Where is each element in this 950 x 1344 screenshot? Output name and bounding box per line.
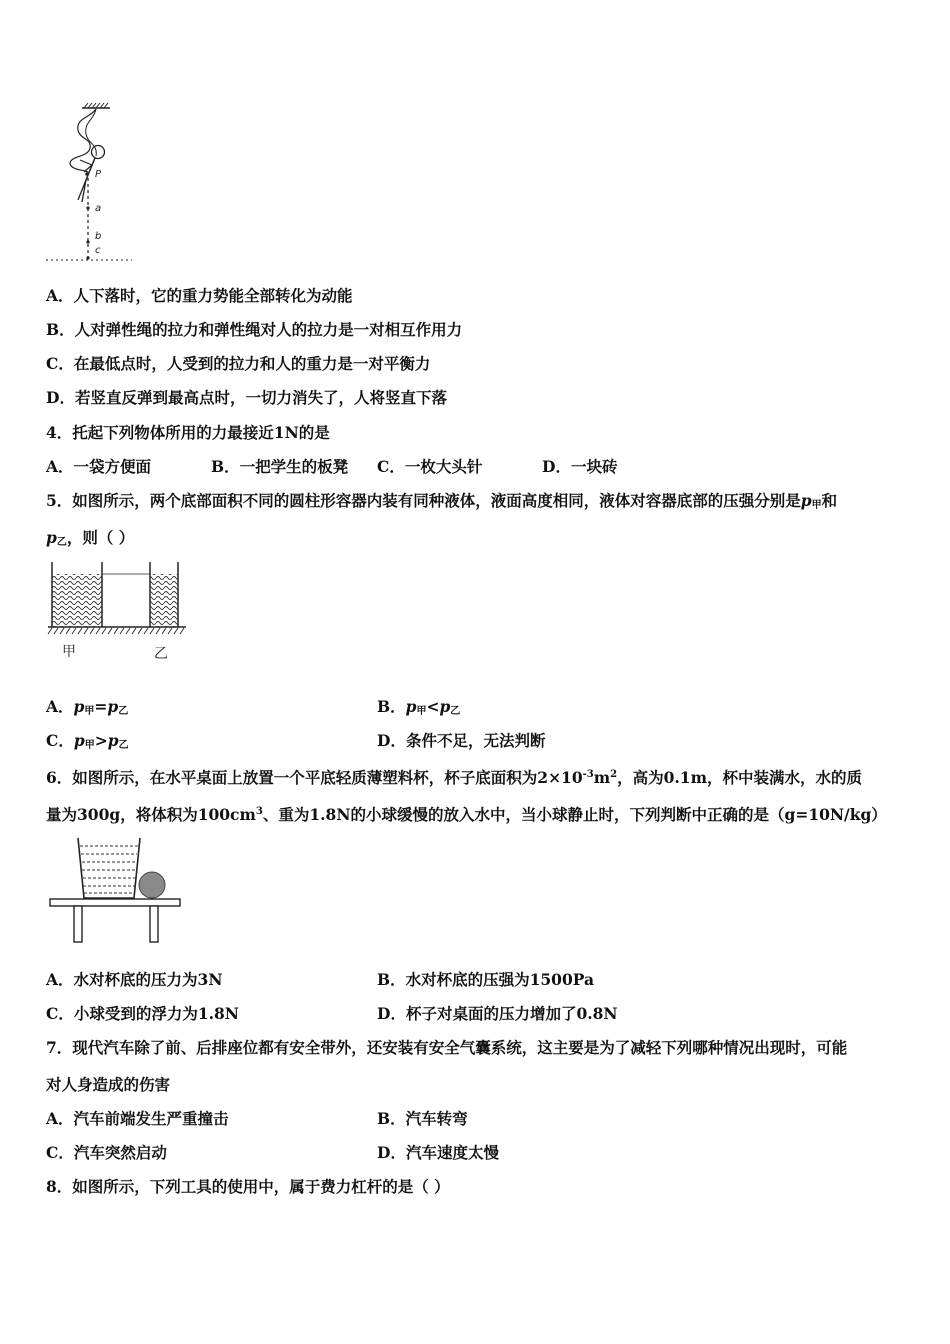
q7-option-a: A．汽车前端发生严重撞击 bbox=[46, 1109, 229, 1128]
q7-stem-line1: 7．现代汽车除了前、后排座位都有安全带外，还安装有安全气囊系统，这主要是为了减轻下列哪种情况出现时，可能 bbox=[46, 1038, 848, 1057]
q3-option-a: A．人下落时，它的重力势能全部转化为动能 bbox=[46, 286, 353, 305]
q7-stem-line2: 对人身造成的伤害 bbox=[46, 1075, 171, 1094]
bungee-figure bbox=[40, 100, 140, 265]
q3-option-d: D．若竖直反弹到最高点时，一切力消失了，人将竖直下落 bbox=[46, 388, 447, 407]
label-b: b bbox=[95, 231, 102, 242]
q5-option-a: A．$p_甲=p_乙$ bbox=[46, 697, 129, 717]
q5-stem-line1: 5．如图所示，两个底部面积不同的圆柱形容器内装有同种液体，液面高度相同，液体对容器底部的压强分别是$p_甲$和 bbox=[46, 491, 838, 511]
q6-stem-line1: 6．如图所示，在水平桌面上放置一个平底轻质薄塑料杯，杯子底面积为$2\times 10^{-3}m^2$，高为0.1m，杯中装满水，水的质 bbox=[46, 768, 862, 787]
q3-option-c: C．在最低点时，人受到的拉力和人的重力是一对平衡力 bbox=[46, 354, 431, 373]
label-a: a bbox=[95, 203, 102, 214]
label-jia: 甲 bbox=[62, 644, 76, 660]
q4-option-a: A．一袋方便面 bbox=[46, 457, 152, 476]
cup-table-figure bbox=[46, 834, 186, 946]
q5-stem-line2: $p_乙$，则（ ） bbox=[46, 528, 135, 548]
q5-option-c: C．$p_甲>p_乙$ bbox=[46, 731, 129, 751]
q4-stem: 4．托起下列物体所用的力最接近1N的是 bbox=[46, 423, 330, 442]
q3-option-b: B．人对弹性绳的拉力和弹性绳对人的拉力是一对相互作用力 bbox=[46, 320, 463, 339]
q7-option-c: C．汽车突然启动 bbox=[46, 1143, 167, 1162]
q5-option-b: B．$p_甲<p_乙$ bbox=[377, 697, 461, 717]
q6-option-a: A．水对杯底的压力为3N bbox=[46, 970, 223, 989]
q6-stem-line2: 量为300g，将体积为$100cm^3$、重为1.8N的小球缓慢的放入水中，当小球静止时，下列判断中正确的是（g=10N/kg） bbox=[46, 805, 887, 824]
q5-option-d: D．条件不足，无法判断 bbox=[377, 731, 546, 750]
q6-option-b: B．水对杯底的压强为1500Pa bbox=[377, 970, 595, 989]
label-c: c bbox=[95, 245, 101, 256]
q6-option-d: D．杯子对桌面的压力增加了0.8N bbox=[377, 1004, 618, 1023]
q4-option-b: B．一把学生的板凳 bbox=[211, 457, 349, 476]
q7-option-d: D．汽车速度太慢 bbox=[377, 1143, 499, 1162]
q4-option-d: D．一块砖 bbox=[542, 457, 618, 476]
q4-option-c: C．一枚大头针 bbox=[377, 457, 483, 476]
containers-figure bbox=[44, 560, 194, 665]
q7-option-b: B．汽车转弯 bbox=[377, 1109, 468, 1128]
q6-option-c: C．小球受到的浮力为1.8N bbox=[46, 1004, 239, 1023]
label-p: P bbox=[95, 169, 102, 180]
q8-stem: 8．如图所示，下列工具的使用中，属于费力杠杆的是（ ） bbox=[46, 1177, 450, 1196]
label-yi: 乙 bbox=[154, 646, 168, 662]
